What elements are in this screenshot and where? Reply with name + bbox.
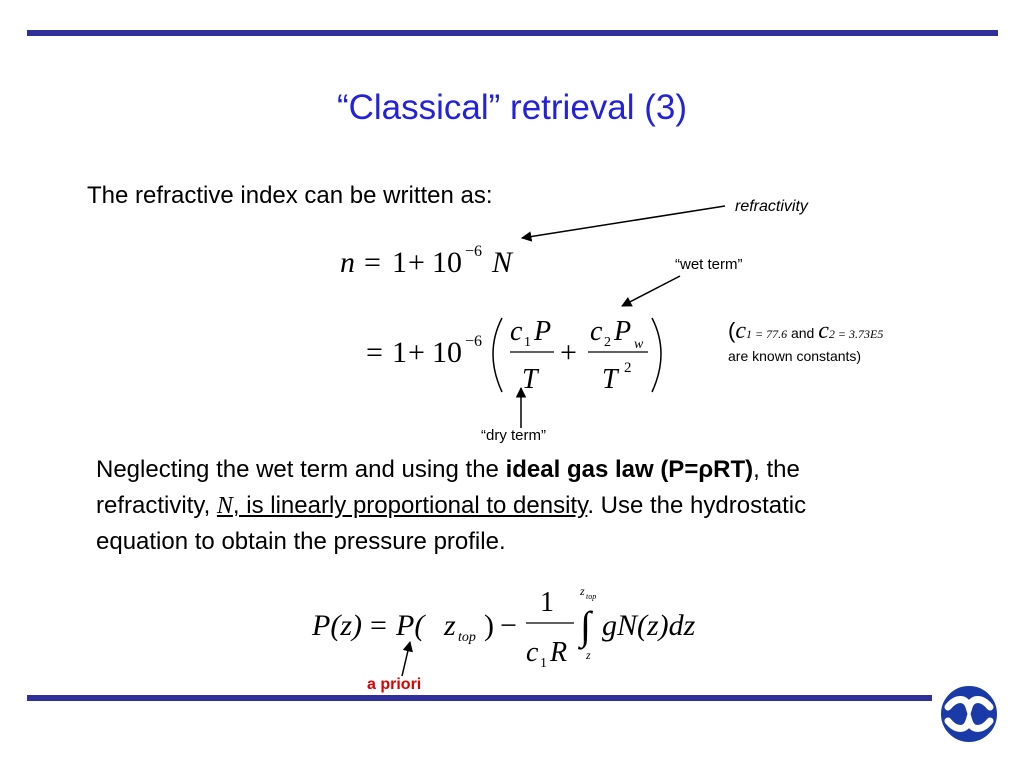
eq2-exponent: −6 [465, 333, 483, 350]
eq2-plus: + [408, 336, 425, 369]
equation-dry-wet-terms [366, 310, 696, 400]
eq2-T2: T [602, 364, 618, 395]
equation-pressure-profile [312, 585, 742, 675]
eq1-n: n [340, 246, 355, 279]
c1-subscript: 1 [745, 327, 752, 341]
c2-subscript: 2 [828, 327, 835, 341]
eq2-one: 1 [392, 336, 407, 369]
constants-open-paren: ( [728, 318, 736, 343]
para-N-variable: N [216, 493, 233, 519]
eq3-P: P( [396, 609, 425, 642]
eq1-N: N [492, 246, 513, 279]
eq3-minus: − [500, 609, 517, 642]
eq2-c1-sub: 1 [524, 335, 531, 350]
intro-text: The refractive index can be written as: [87, 182, 493, 209]
a-priori-label: a priori [367, 676, 422, 693]
eq3-integrand: gN(z)dz [602, 609, 696, 642]
neglecting-paragraph [96, 452, 896, 560]
para-text-1: Neglecting the wet term and using the [96, 456, 506, 483]
slide-title: “Classical” retrieval (3) [336, 88, 688, 127]
para-underlined: , is linearly proportional to density [232, 492, 588, 519]
c2-variable: c [818, 318, 829, 344]
eq1-one: 1 [392, 246, 407, 279]
eq3-lhs: P(z) [312, 609, 362, 642]
eq3-c-sub: 1 [540, 656, 547, 671]
refractivity-label: refractivity [735, 198, 808, 215]
eq2-right-paren [652, 318, 661, 392]
eq2-c2: c [590, 316, 603, 347]
eq3-numerator: 1 [540, 587, 554, 618]
para-text-2: , the refractivity, [96, 456, 800, 519]
eq2-square: 2 [624, 360, 632, 376]
eq3-upper-limit-sub: top [586, 592, 597, 601]
c2-value: = 3.73E5 [834, 327, 884, 341]
eq3-z: z [444, 609, 456, 642]
eq3-close-paren: ) [484, 609, 494, 642]
equation-refractive-index [340, 242, 540, 282]
c1-value: = 77.6 [751, 327, 788, 341]
eq2-equals: = [366, 336, 383, 369]
constants-and: and [787, 325, 819, 341]
eq3-top-sub: top [458, 630, 476, 645]
eq3-lower-limit: z [586, 648, 591, 662]
eq1-equals: = [364, 246, 381, 279]
eq2-Pw: P [614, 316, 632, 347]
eq2-ten: 10 [432, 336, 462, 369]
constants-note-text: are known constants) [728, 348, 862, 364]
eq2-c2-sub: 2 [604, 335, 611, 350]
eq1-exponent: −6 [465, 243, 483, 260]
wet-term-label: “wet term” [675, 256, 743, 273]
para-text-3: . Use the hydrostatic equation to obtain the pressure profile. [96, 492, 807, 555]
eq1-plus: + [408, 246, 425, 279]
eq3-R: R [550, 637, 568, 668]
constants-note [728, 320, 883, 367]
wet-term-arrow [622, 276, 680, 306]
eq2-c1: c [510, 316, 523, 347]
eq1-ten: 10 [432, 246, 462, 279]
eq2-T1: T [522, 364, 538, 395]
c1-variable: c [735, 318, 746, 344]
eq3-c: c [526, 637, 539, 668]
eq2-plus2: + [560, 336, 577, 369]
ecmwf-logo-icon [938, 683, 1000, 745]
eq3-upper-limit: z [580, 584, 585, 598]
eq3-integral: ∫ [580, 603, 591, 648]
para-ideal-gas-law: ideal gas law (P=ρRT) [505, 456, 754, 483]
eq3-equals: = [370, 609, 387, 642]
dry-term-label: “dry term” [481, 427, 546, 444]
eq2-P: P [534, 316, 552, 347]
eq2-left-paren [493, 318, 502, 392]
eq2-w-sub: w [634, 337, 644, 352]
refractivity-arrow [522, 206, 725, 238]
